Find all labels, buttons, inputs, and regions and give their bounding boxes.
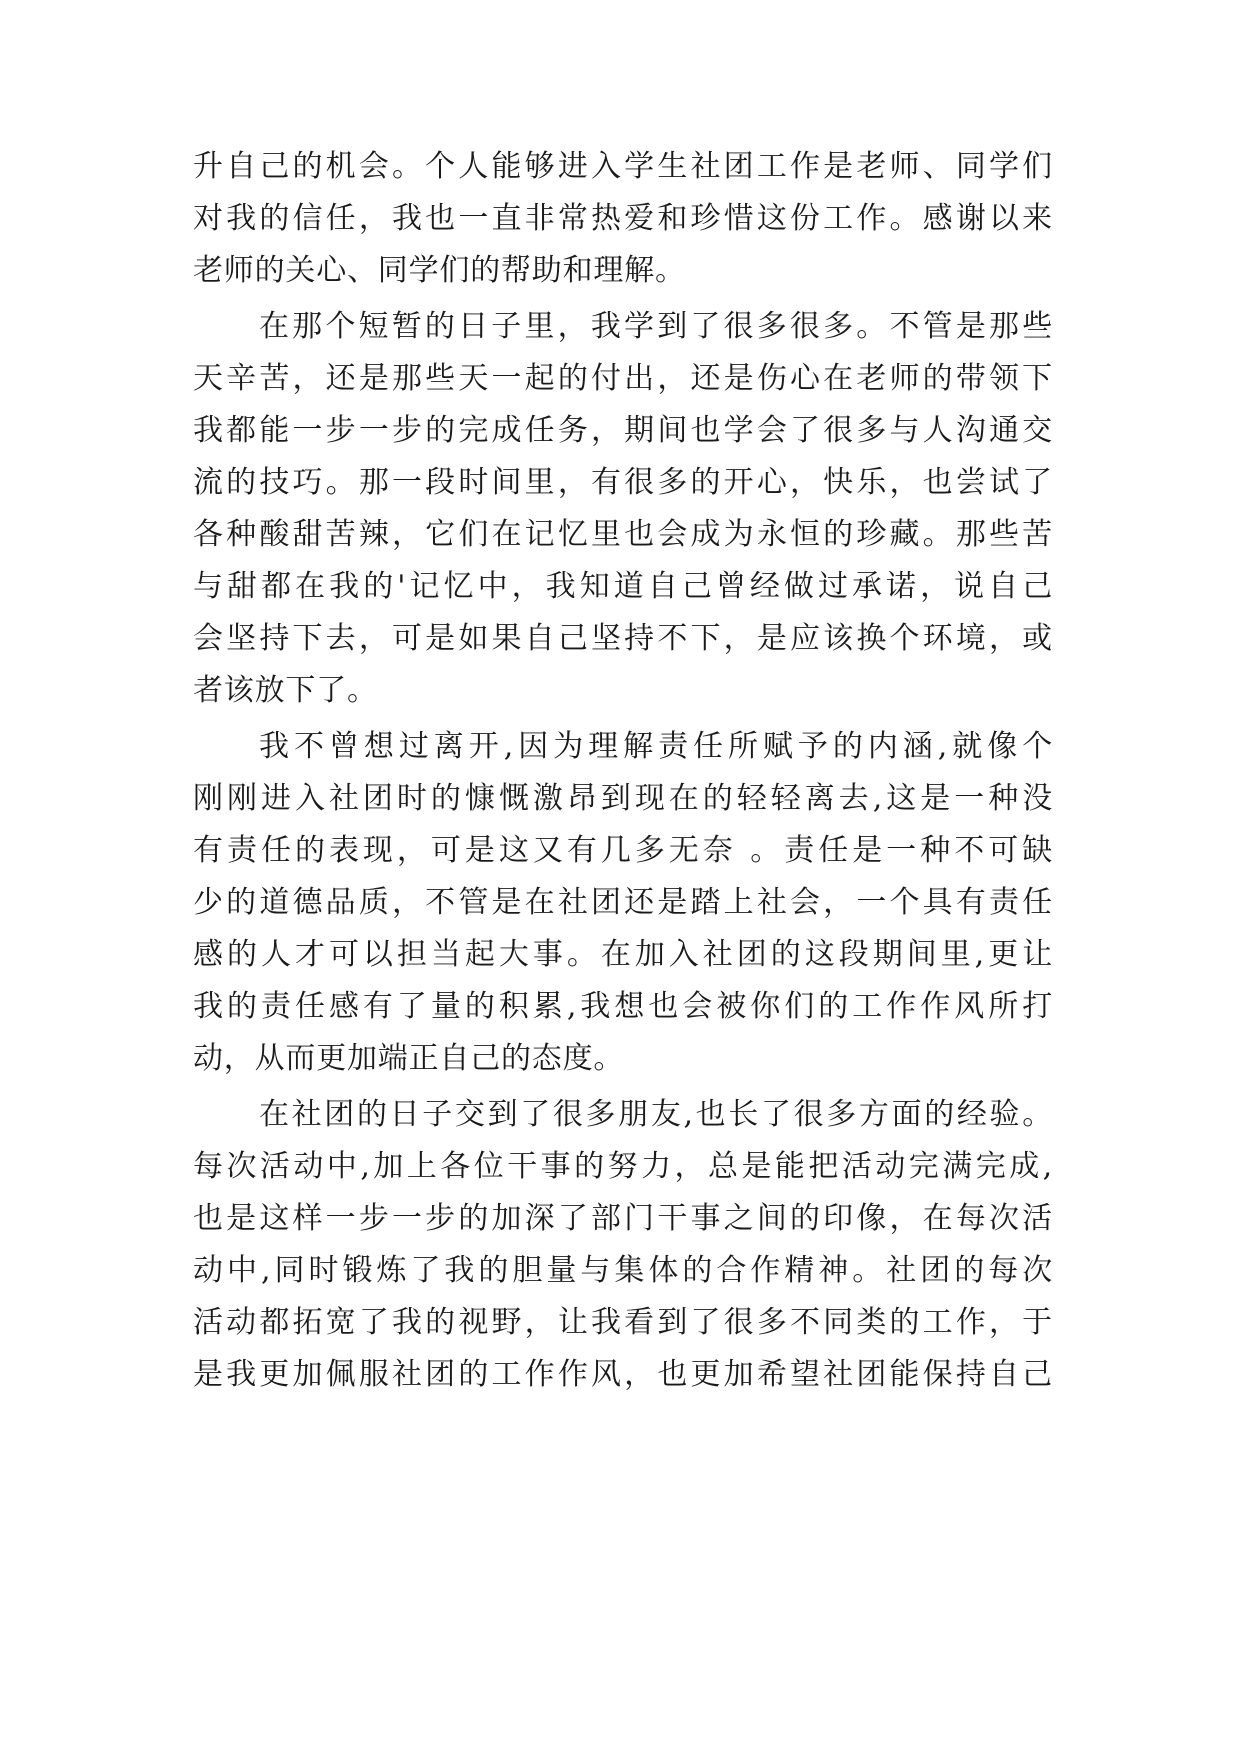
body-text-line: 我的责任感有了量的积累,我想也会被你们的工作作风所打 — [193, 989, 1053, 1024]
body-text-line: 流的技巧。那一段时间里，有很多的开心，快乐，也尝试了 — [193, 465, 1053, 500]
paragraph-first-line: 在那个短暂的日子里，我学到了很多很多。不管是那些 — [259, 309, 1053, 344]
paragraph-first-line: 在社团的日子交到了很多朋友,也长了很多方面的经验。 — [259, 1097, 1053, 1132]
body-text-line: 老师的关心、同学们的帮助和理解。 — [193, 253, 686, 288]
body-text-line: 少的道德品质，不管是在社团还是踏上社会，一个具有责任 — [193, 885, 1053, 920]
body-text-line: 动中,同时锻炼了我的胆量与集体的合作精神。社团的每次 — [193, 1253, 1053, 1288]
body-text-line: 对我的信任，我也一直非常热爱和珍惜这份工作。感谢以来 — [193, 201, 1053, 236]
body-text-line: 感的人才可以担当起大事。在加入社团的这段期间里,更让 — [193, 937, 1053, 972]
body-text-line: 者该放下了。 — [193, 673, 378, 708]
body-text-line: 各种酸甜苦辣，它们在记忆里也会成为永恒的珍藏。那些苦 — [193, 517, 1053, 552]
body-text-line: 会坚持下去，可是如果自己坚持不下，是应该换个环境，或 — [193, 621, 1053, 656]
body-text-line: 活动都拓宽了我的视野，让我看到了很多不同类的工作，于 — [193, 1305, 1053, 1340]
body-text-line: 与甜都在我的'记忆中，我知道自己曾经做过承诺，说自己 — [193, 569, 1053, 604]
body-text-line: 每次活动中,加上各位干事的努力，总是能把活动完满完成, — [193, 1149, 1053, 1184]
body-text-line: 我都能一步一步的完成任务，期间也学会了很多与人沟通交 — [193, 413, 1053, 448]
body-text-line: 升自己的机会。个人能够进入学生社团工作是老师、同学们 — [193, 149, 1053, 184]
body-text-line: 动，从而更加端正自己的态度。 — [193, 1041, 625, 1076]
body-text-line: 是我更加佩服社团的工作作风，也更加希望社团能保持自己 — [193, 1357, 1053, 1392]
body-text-line: 也是这样一步一步的加深了部门干事之间的印像，在每次活 — [193, 1201, 1053, 1236]
body-text-line: 天辛苦，还是那些天一起的付出，还是伤心在老师的带领下 — [193, 361, 1053, 396]
body-text-line: 有责任的表现，可是这又有几多无奈 。责任是一种不可缺 — [193, 833, 1053, 868]
body-text-line: 刚刚进入社团时的慷慨激昂到现在的轻轻离去,这是一种没 — [193, 781, 1053, 816]
paragraph-first-line: 我不曾想过离开,因为理解责任所赋予的内涵,就像个 — [259, 729, 1053, 764]
